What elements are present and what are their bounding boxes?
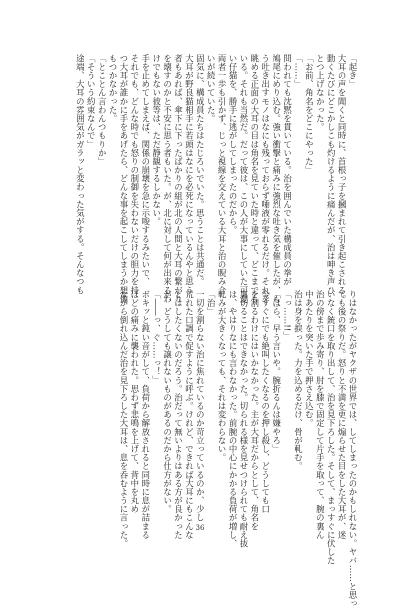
text-line: 大耳が野良猫相手に若頭はなにを必死になっているんやと思う xyxy=(184,54,195,295)
text-line: とはしたくないのだろう。治だって無いよりはある方が良かった xyxy=(173,290,184,540)
text-line: それでも、どんな時でも怒りの制御を失わないだけの胆力を持 xyxy=(129,54,140,295)
text-line: つ大耳が誰かに手をあげたら、どんな事を起こしてしまうか想像 xyxy=(118,54,129,304)
text-line: 「っ……!!」 xyxy=(282,290,293,341)
text-line: 動くたびにどこかしこも灼けるように痛んだが、治は呻き声ひ xyxy=(326,54,337,295)
text-line: ボキッと鈍い音がして、負荷から解放されると同時に息が詰まる xyxy=(140,290,151,540)
text-line: 「――っ、ぐ……っ！」 xyxy=(151,290,162,385)
text-line: 鳩尾にめり込む。強い衝撃と痛みに強烈な吐き気を催したが、も xyxy=(271,54,282,304)
text-line: 「お前、角名をどこにやった」 xyxy=(304,54,315,175)
text-line: 荒れた口調で促すように呼ぶ。けれど、できれば大耳にもこんな xyxy=(184,290,195,540)
text-line: 今すぐにでも絶叫したくなるのを押し殺し、どうしても口 xyxy=(260,290,271,514)
text-line: りはなかったがヤクザの世界では、してしまったのかもしれない。ヤバ……と思っ xyxy=(348,290,358,608)
text-line: 固気に、構成員たちはたじろいでいた。思うことは共通だ。 xyxy=(195,54,206,286)
text-line: いが続いていた。 xyxy=(206,54,217,123)
text-line: 者もあれば、傘下に下ったばかりの組が北の人間と大耳の繋がり xyxy=(173,54,184,304)
text-line: もつかなかった。 xyxy=(108,54,119,123)
text-line: ほどの痛みに襲われた。思わず悲鳴を上げて、背中を丸め xyxy=(129,290,140,514)
text-line: 手を止めてしまえば、関係の崩壊を急に示唆するみたいで、 xyxy=(140,54,151,286)
text-line: を壊すのかと不安に思う者もいた。が、北に対して何が出来るわ xyxy=(162,54,173,304)
text-line: 軋みが大きくなっても、それは変わらない。 xyxy=(217,290,228,462)
text-line: う吐き出すモノはなにも残っておらず唾液が零れるだけ。それを xyxy=(260,54,271,304)
text-line: 「……」 xyxy=(293,54,304,89)
text-line: 「治」 xyxy=(206,290,217,316)
text-line: が、どうしても譲れないものがあるのだから仕方がない。 xyxy=(162,290,173,514)
text-line: ながら倒れ込んだ治を見下ろした大耳は、息を呑むように言った。 xyxy=(118,290,129,548)
text-line: いる。それも当然だ。だって彼は、この人が大事にしていた可愛 xyxy=(238,54,249,304)
text-line: い仔猫を、勝手に逃がしてしまったのだから。 xyxy=(228,54,239,235)
text-line: 一切を割らない治に焦れているのか苛立っているのか、少し xyxy=(195,290,206,522)
text-line: 「そういう約束なんで」 xyxy=(86,54,97,149)
text-line: 「ほら、早う言いや。腕折るんは嫌やろ」 xyxy=(271,290,282,454)
upper-text-block xyxy=(68,54,358,304)
text-line: ても後の祭りだ。怒りと不満を更に煽らせた目をした大耳が、迷 xyxy=(337,290,348,540)
text-line: 問われても沈黙を貫いている。治を囲んでいた構成員の拳が xyxy=(282,54,293,286)
text-line: 大耳の声を聞くと同時に、首根っ子を摑まれて引き起こされる。 xyxy=(337,54,348,304)
text-line: 治は身を捩った。力を込めるだけ、骨が軋む。 xyxy=(293,290,304,471)
text-line: 途端、大耳の雰囲気がガラッと変わった気がする。そんなつも xyxy=(75,54,86,295)
text-line: とつ上げなかった。 xyxy=(315,54,326,132)
text-line: 両者一歩も引かず、じっと視線を交えている大耳と治の睨み合 xyxy=(217,54,228,295)
text-line: 治の傍まで歩み寄り、肘を膝で固定して片手を取って、腕の裏ん xyxy=(315,290,326,540)
text-line: けでもない彼等は、ただ静観するしかない。 xyxy=(151,54,162,226)
text-line: 裏切ることはできなかった。切られる様を見せつけられても耐え抜 xyxy=(238,290,249,548)
text-line: は、やはりなにも言わなかった。前腕の中心にかかる負荷が増し、 xyxy=(228,290,239,548)
page-number: 36 xyxy=(195,524,205,532)
text-line: 「起き」 xyxy=(348,54,358,89)
text-line: 中あたりを突いた手で押さえ込む。 xyxy=(304,290,315,428)
text-line: を割るわけにはいかなかった。主が大耳だからとして、角名を xyxy=(249,290,260,531)
text-line: 眺める正面の大耳の目は角名を見ていた時と違って、どこまでも xyxy=(249,54,260,304)
text-line: 「とことん言わんつもりか」 xyxy=(97,54,108,166)
text-line: いなく銃口を取り出して、治を見下ろした。そして、まっすぐに伏した xyxy=(326,290,337,565)
